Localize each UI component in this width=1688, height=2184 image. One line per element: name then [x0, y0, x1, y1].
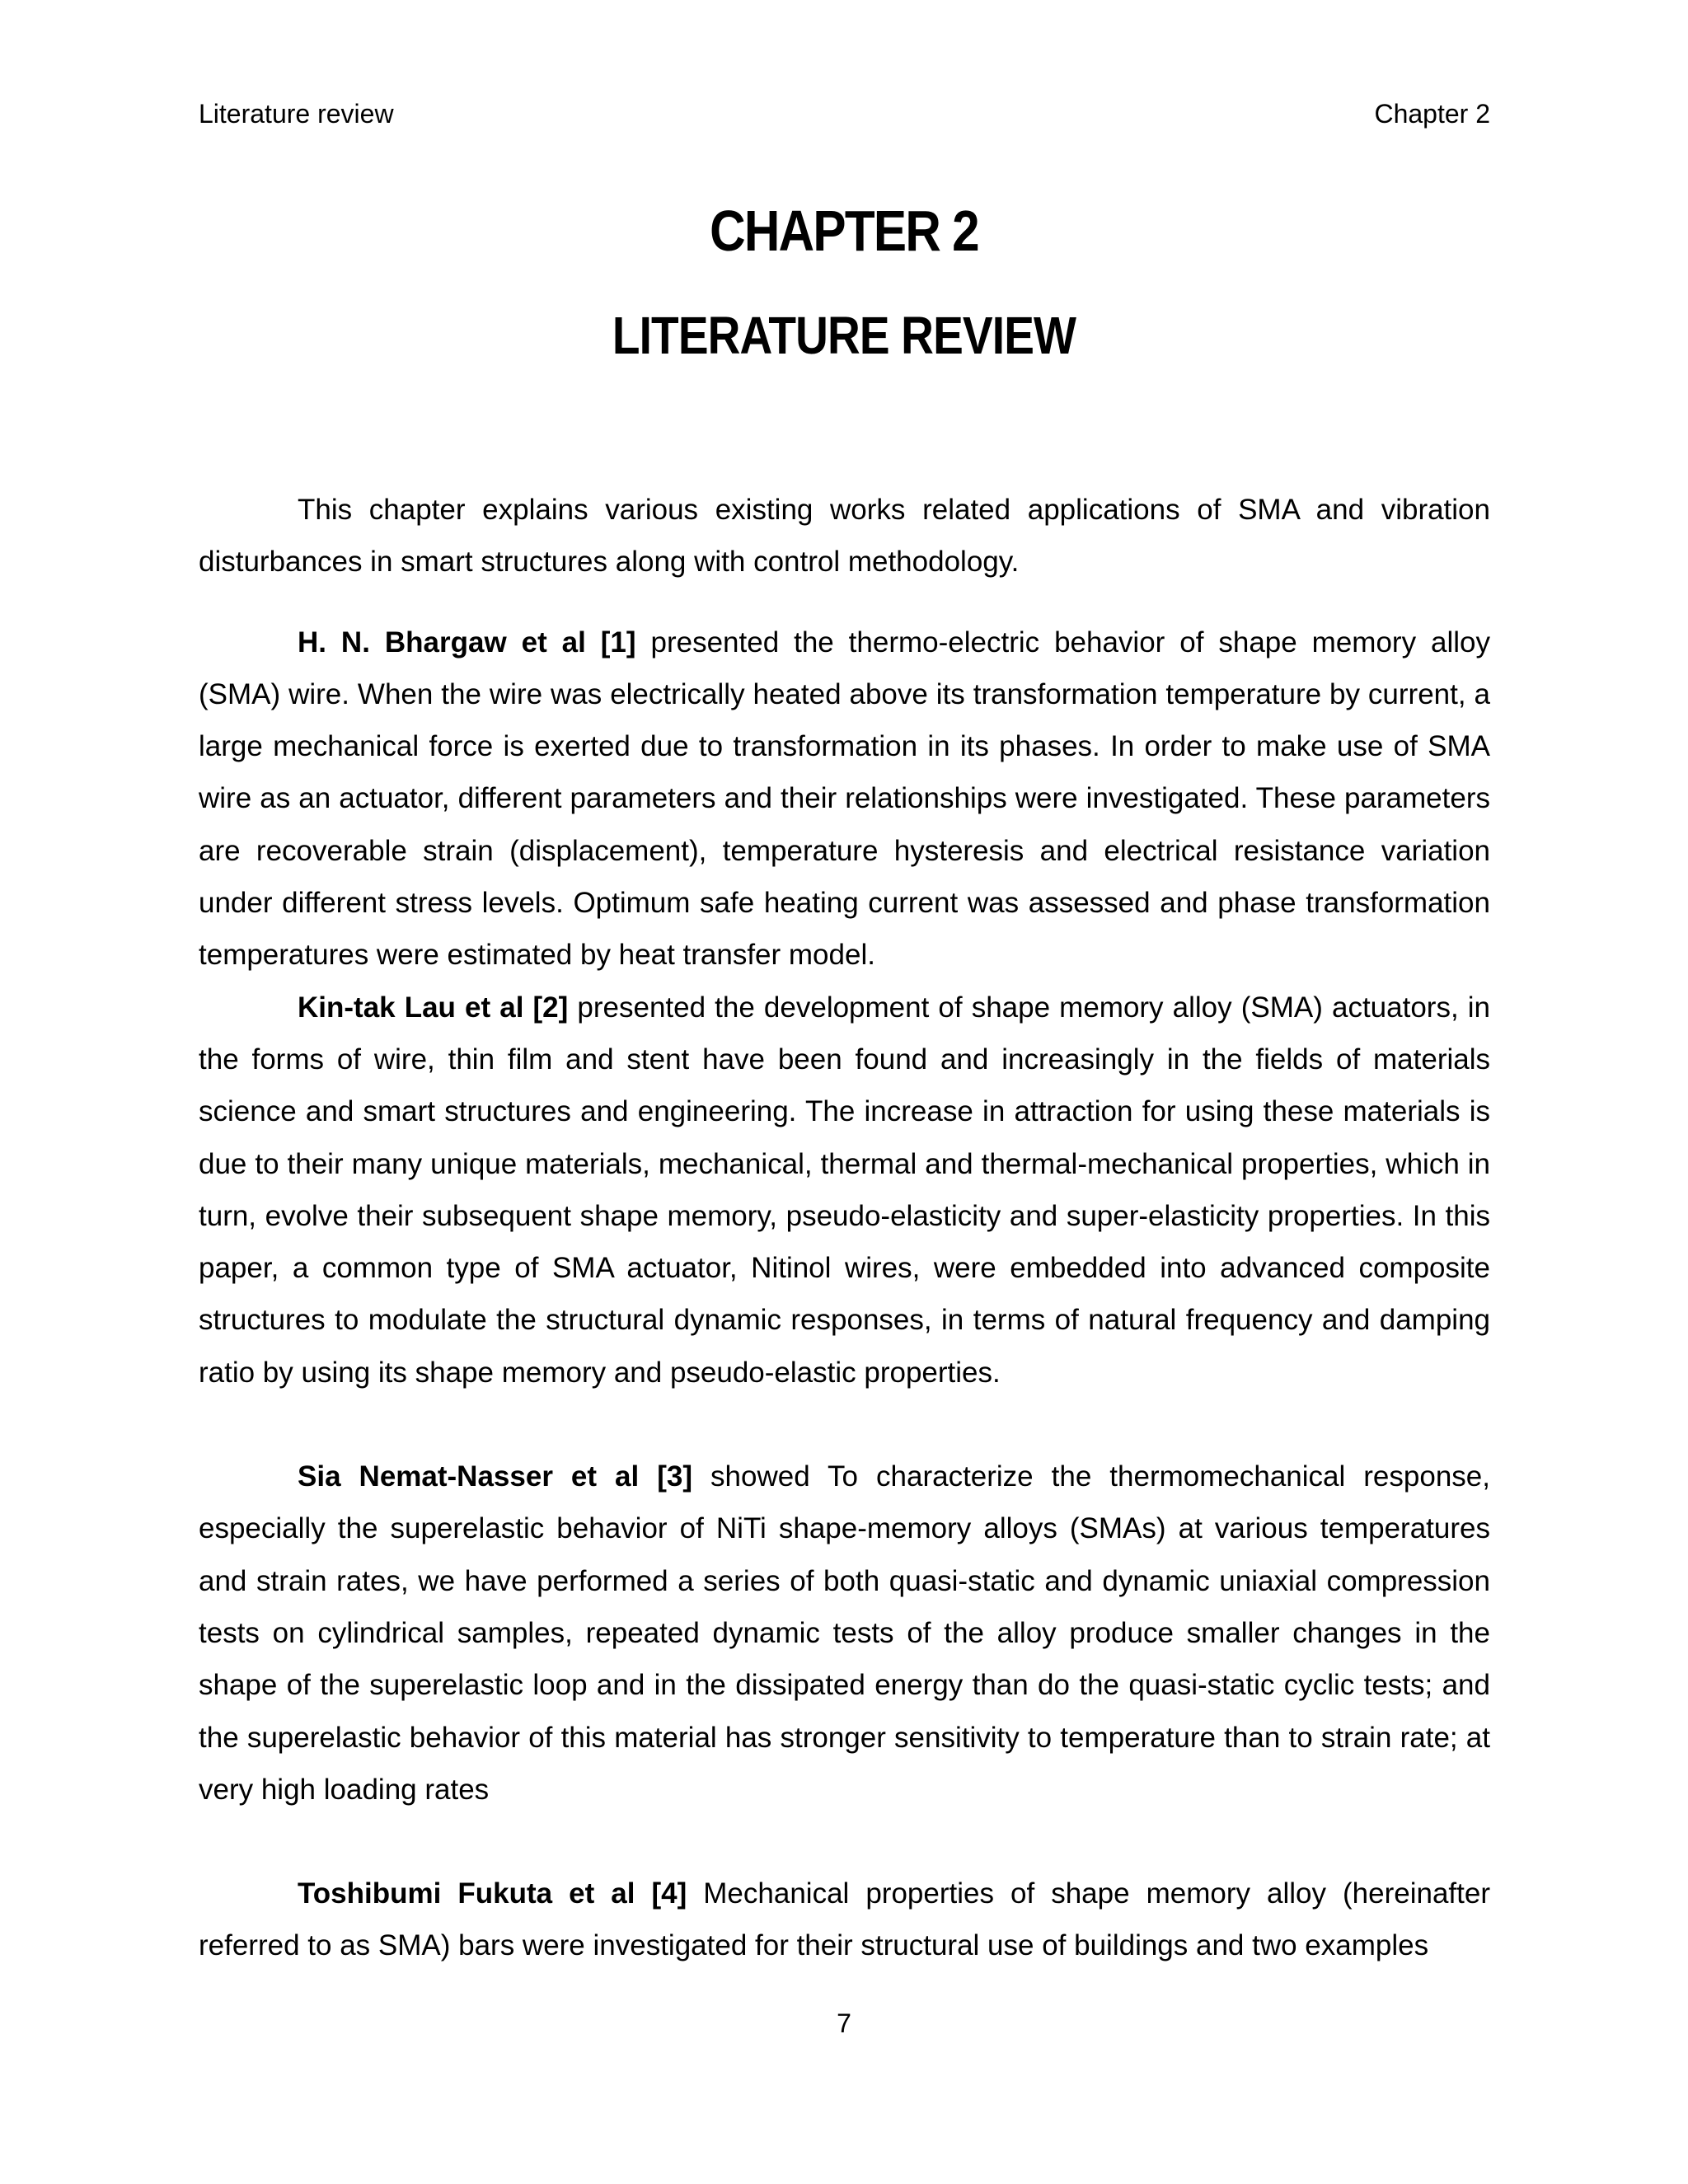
paragraph-lead: H. N. Bhargaw et al [1]: [298, 626, 636, 658]
paragraph-gap: [199, 1816, 1490, 1868]
paragraph-body: presented the thermo-electric behavior of shape memory alloy (SMA) wire. When the wire was electrically heated above its transformation temperature by current, a large mechanical force is exerted due to transformation in its phases. In order to make use of SMA wire as an actuator, different parameters and their relationships were investigated. These parameters are recoverable strain (displacement), temperature hysteresis and electrical resistance variation under different stress levels. Optimum safe heating current was assessed and phase transformation temperatures were estimated by heat transfer model.: [199, 626, 1490, 972]
body-text: [199, 484, 1490, 1972]
header-right: Chapter 2: [1374, 99, 1490, 129]
paragraph-ref-4: [199, 1868, 1490, 1972]
paragraph-body: Mechanical properties of shape memory alloy (hereinafter referred to as SMA) bars were investigated for their structural use of buildings and two examples: [199, 1877, 1490, 1962]
paragraph-gap: [199, 588, 1490, 616]
paragraph-ref-2: [199, 982, 1490, 1399]
paragraph-lead: Sia Nemat-Nasser et al [3]: [298, 1460, 693, 1493]
paragraph-lead: Toshibumi Fukuta et al [4]: [298, 1877, 687, 1910]
paragraph-intro: [199, 484, 1490, 588]
chapter-subtitle: LITERATURE REVIEW: [612, 306, 1076, 365]
paragraph-lead: Kin-tak Lau et al [2]: [298, 991, 569, 1024]
paragraph-gap: [199, 1399, 1490, 1451]
header-left: Literature review: [199, 99, 394, 129]
paragraph-body: This chapter explains various existing works related applications of SMA and vibration disturbances in smart structures along with control methodology.: [199, 494, 1490, 579]
running-header: [199, 97, 1490, 130]
page-number: 7: [837, 2008, 851, 2038]
chapter-title: CHAPTER 2: [710, 199, 978, 263]
paragraph-ref-1: [199, 616, 1490, 982]
paragraph-body: showed To characterize the thermomechanical response, especially the superelastic behavior of NiTi shape-memory alloys (SMAs) at various temperatures and strain rates, we have performed a series of both quasi-static and dynamic uniaxial compression tests on cylindrical samples, repeated dynamic tests of the alloy produce smaller changes in the shape of the superelastic loop and in the dissipated energy than do the quasi-static cyclic tests; and the superelastic behavior of this material has stronger sensitivity to temperature than to strain rate; at very high loading rates: [199, 1460, 1490, 1806]
paragraph-body: presented the development of shape memory alloy (SMA) actuators, in the forms of wire, thin film and stent have been found and increasingly in the fields of materials science and smart structures and engineering. The increase in attraction for using these materials is due to their many unique materials, mechanical, thermal and thermal-mechanical properties, which in turn, evolve their subsequent shape memory, pseudo-elasticity and super-elasticity properties. In this paper, a common type of SMA actuator, Nitinol wires, were embedded into advanced composite structures to modulate the structural dynamic responses, in terms of natural frequency and damping ratio by using its shape memory and pseudo-elastic properties.: [199, 991, 1491, 1389]
paragraph-ref-3: [199, 1451, 1490, 1816]
